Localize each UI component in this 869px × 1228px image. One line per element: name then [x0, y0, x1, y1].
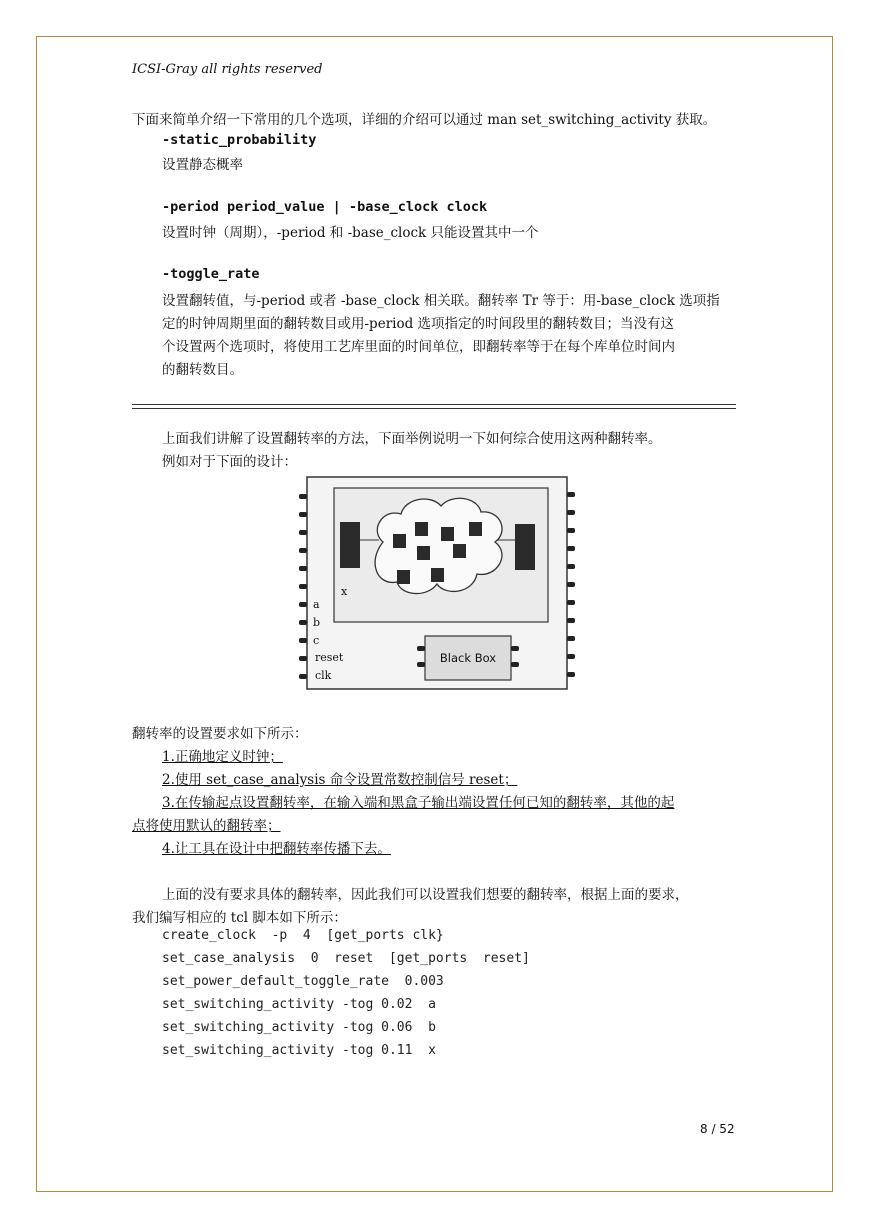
signal-label-clk: clk	[315, 669, 332, 682]
option-period: -period period_value | -base_clock clock	[162, 199, 488, 215]
code-line: set_power_default_toggle_rate 0.003	[162, 974, 444, 989]
requirement-item	[132, 837, 397, 857]
script-intro-line: 我们编写相应的 tcl 脚本如下所示：	[132, 910, 347, 926]
requirement-text: 1.正确地定义时钟；	[162, 749, 283, 765]
code-line: create_clock -p 4 [get_ports clk}	[162, 928, 444, 943]
requirement-text: 3.在传输起点设置翻转率，在输入端和黑盒子输出端设置任何已知的翻转率，其他的起	[162, 795, 675, 811]
option-toggle-rate-desc-line: 的翻转数目。	[162, 362, 243, 378]
requirement-text: 4.让工具在设计中把翻转率传播下去。	[162, 841, 391, 857]
requirements-title: 翻转率的设置要求如下所示：	[132, 726, 308, 742]
option-static-probability: -static_probability	[162, 132, 317, 148]
requirement-text: 2.使用 set_case_analysis 命令设置常数控制信号 reset；	[162, 772, 518, 788]
example-intro-line: 例如对于下面的设计：	[162, 454, 297, 470]
design-figure	[297, 472, 579, 698]
option-toggle-rate-desc-line: 定的时钟周期里面的翻转数目或用-period 选项指定的时间段里的翻转数目；当没有这	[162, 316, 675, 332]
option-period-desc: 设置时钟（周期），-period 和 -base_clock 只能设置其中一个	[162, 225, 539, 241]
signal-label-x: x	[341, 585, 348, 598]
script-intro-line: 上面的没有要求具体的翻转率，因此我们可以设置我们想要的翻转率，根据上面的要求，	[162, 887, 689, 903]
code-line: set_switching_activity -tog 0.06 b	[162, 1020, 436, 1035]
option-toggle-rate-desc-line: 设置翻转值，与-period 或者 -base_clock 相关联。翻转率 Tr 等于：用-base_clock 选项指	[162, 293, 720, 309]
design-diagram	[297, 472, 579, 694]
requirement-item	[132, 768, 527, 788]
signal-label-a: a	[313, 598, 320, 611]
signal-label-c: c	[313, 634, 320, 647]
option-toggle-rate-desc-line: 个设置两个选项时，将使用工艺库里面的时间单位，即翻转率等于在每个库单位时间内	[162, 339, 675, 355]
page-number: 8 / 52	[700, 1122, 735, 1136]
requirement-item	[132, 814, 281, 834]
example-intro-line: 上面我们讲解了设置翻转率的方法，下面举例说明一下如何综合使用这两种翻转率。	[162, 431, 662, 447]
separator-line	[132, 404, 736, 409]
intro-paragraph: 下面来简单介绍一下常用的几个选项，详细的介绍可以通过 man set_switching_activity 获取。	[132, 112, 717, 128]
code-line: set_switching_activity -tog 0.02 a	[162, 997, 436, 1012]
requirement-item	[132, 745, 293, 765]
code-line: set_switching_activity -tog 0.11 x	[162, 1043, 436, 1058]
requirement-item	[132, 791, 674, 811]
requirement-text: 点将使用默认的翻转率；	[132, 818, 281, 834]
signal-label-b: b	[313, 616, 321, 629]
signal-label-reset: reset	[315, 651, 344, 664]
code-line: set_case_analysis 0 reset [get_ports reset]	[162, 951, 530, 966]
black-box-label: Black Box	[439, 651, 497, 665]
option-static-probability-desc: 设置静态概率	[162, 157, 243, 173]
option-toggle-rate: -toggle_rate	[162, 266, 260, 282]
page-header: ICSI-Gray all rights reserved	[132, 62, 323, 77]
